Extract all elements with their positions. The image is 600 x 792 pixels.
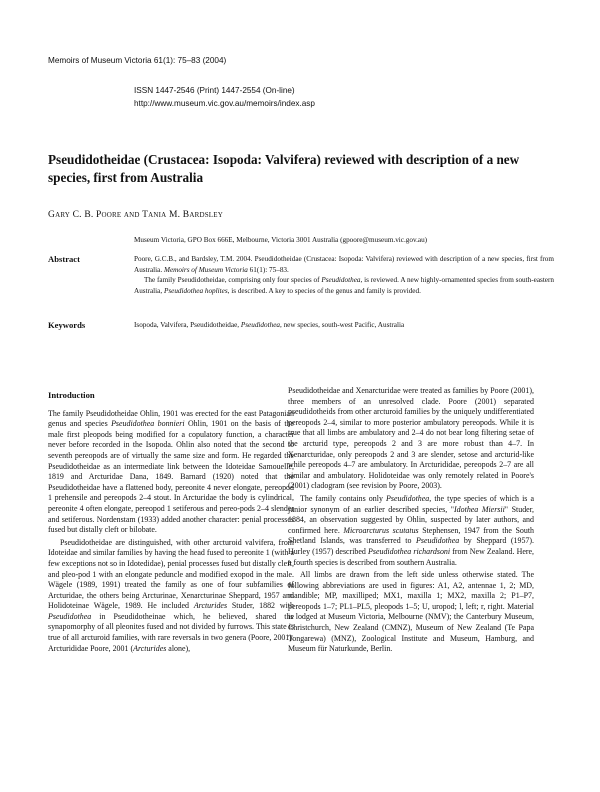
author-2: Tania M. Bardsley	[142, 210, 223, 220]
intro-paragraph-1: The family Pseudidotheidae Ohlin, 1901 was erected for the east Patagonian genus and species Pseudidothea bonnieri Ohlin, 1901 on the basis of the male first pleopods being modified for a copulatory function, a character never before recorded in the Isopoda. Ohlin also noted that the second to seventh pereopods are of virtually the same size and form. He regarded the Pseudidotheidae as an intermediate link between the Idoteidae Samouelle, 1819 and Arcturidae Dana, 1849. Barnard (1920) noted that the Pseudidotheidae have a flattened body, pereonite 4 never elongate, pereopod 1 prehensile and pereopods 2–4 stout. In Arcturidae the body is cylindrical, pereonite 4 often elongate, pereopod 1 setiferous and pereo-pods 2–4 slender and setiferous. Nordenstam (1933) added another character: penial processes fused but distally cleft or bilobate.	[48, 408, 295, 535]
intro-paragraph-2: Pseudidotheidae are distinguished, with other arcturoid valvifera, from Idoteidae and similar families by having the head fused to pereonite 1 (with a few exceptions not so in Idotedidae), penial processes fused but distally cleft, and pleo-pod 1 with an elongate peduncle and modified exopod in the male. Wägele (1989, 1991) treated the family as one of four subfamilies of Arcturidae, the others being Arcturinae, Xenarcturinae Sheppard, 1957 and Holidoteinae Wägele, 1989. He included Arcturides Studer, 1882 with Pseudidothea in Pseudidotheinae which, he believed, shared the synapomorphy of all pleonites fused and not divided by furrows. This state is true of all arcturoid families, with rare reversals in two genera (Poore, 2001). Arcturididae Poore, 2001 (Arcturides alone),	[48, 537, 294, 653]
affiliation: Museum Victoria, GPO Box 666E, Melbourne, Victoria 3001 Australia (gpoore@museum.vic.gov.au)	[134, 236, 428, 244]
intro-paragraph-4: The family contains only Pseudidothea, the type species of which is a junior synonym of an earlier described species, "Idothea Miersii" Studer, 1884, an observation suggested by Ohlin, suspected by later authors, and confirmed here. Microarcturus scutatus Stephensen, 1947 from the South Shetland Islands, was transferred to Pseudidothea by Sheppard (1957). Hurley (1957) described Pseudidothea richardsoni from New Zealand. Here, a fourth species is described from southern Australia.	[288, 493, 535, 567]
abstract-label: Abstract	[48, 254, 80, 264]
intro-paragraph-5: All limbs are drawn from the left side unless otherwise stated. The following abbreviations are used in figures: A1, A2, antennae 1, 2; MD, mandible; MP, maxilliped; MX1, maxilla 1; MX2, maxilla 2; P1–P7, pereopods 1–7; PL1–PL5, pleopods 1–5; U, uropod; l, left; r, right. Material is lodged at Museum Victoria, Melbourne (NMV); the Canterbury Museum, Christchurch, New Zealand (CMNZ), Museum of New Zealand (Te Papa Tongarewa) (MNZ), Zoological Institute and Museum, Hamburg, and Museum für Naturkunde, Berlin.	[288, 570, 534, 654]
paper-title: Pseudidotheidae (Crustacea: Isopoda: Valvifera) reviewed with description of a new species, first from Australia	[48, 152, 520, 185]
right-column	[288, 386, 534, 655]
journal-citation: Memoirs of Museum Victoria 61(1): 75–83 (2004)	[48, 56, 227, 65]
introduction-heading: Introduction	[48, 390, 95, 400]
issn-line: ISSN 1447-2546 (Print) 1447-2554 (On-line)	[134, 86, 295, 95]
author-1: Gary C. B. Poore	[48, 210, 122, 220]
left-column	[48, 390, 294, 654]
intro-paragraph-3: Pseudidotheidae and Xenarcturidae were treated as families by Poore (2001), three members of an unresolved clade. Poore (2001) separated pseudidotheids from other arcturoid families by the uniquely undifferentiated pereopods 2–4, similar to more posterior ambulatory pereopods. While it is true that all limbs are ambulatory and 2–4 do not bear long filtering setae of the arcturid type, pereopods 2 and 3 are more robust than 4–7. In Xenarcturidae, only pereopods 2 and 3 are slender, setose and arcturid-like while pereopods 4–7 are ambulatory. In Arcturididae, pereopods 2–7 are all similar and ambulatory. Holidoteidae was only remotely related in Poore's (2001) cladogram (see revision by Poore, 2003).	[288, 386, 534, 491]
keywords-list: Isopoda, Valvifera, Pseudidotheidae, Pseudidothea, new species, south-west Pacific, Australia	[134, 321, 405, 329]
author-separator: and	[123, 210, 140, 220]
issn-block	[134, 84, 315, 110]
abstract-citation: Poore, G.C.B., and Bardsley, T.M. 2004. Pseudidotheidae (Crustacea: Isopoda: Valvifera) reviewed with description of a new species, first from Australia. Memoirs of Museum Victoria 61(1): 75–83.	[134, 255, 554, 274]
author-line	[48, 210, 223, 220]
abstract-text: The family Pseudidotheidae, comprising only four species of Pseudidothea, is reviewed. A new highly-ornamented species from south-eastern Australia, Pseudidothea hoplites, is described. A key to species of the genus and family is provided.	[134, 276, 554, 295]
keywords-label: Keywords	[48, 320, 86, 330]
abstract-body	[134, 254, 554, 296]
journal-url: http://www.museum.vic.gov.au/memoirs/index.asp	[134, 99, 315, 108]
